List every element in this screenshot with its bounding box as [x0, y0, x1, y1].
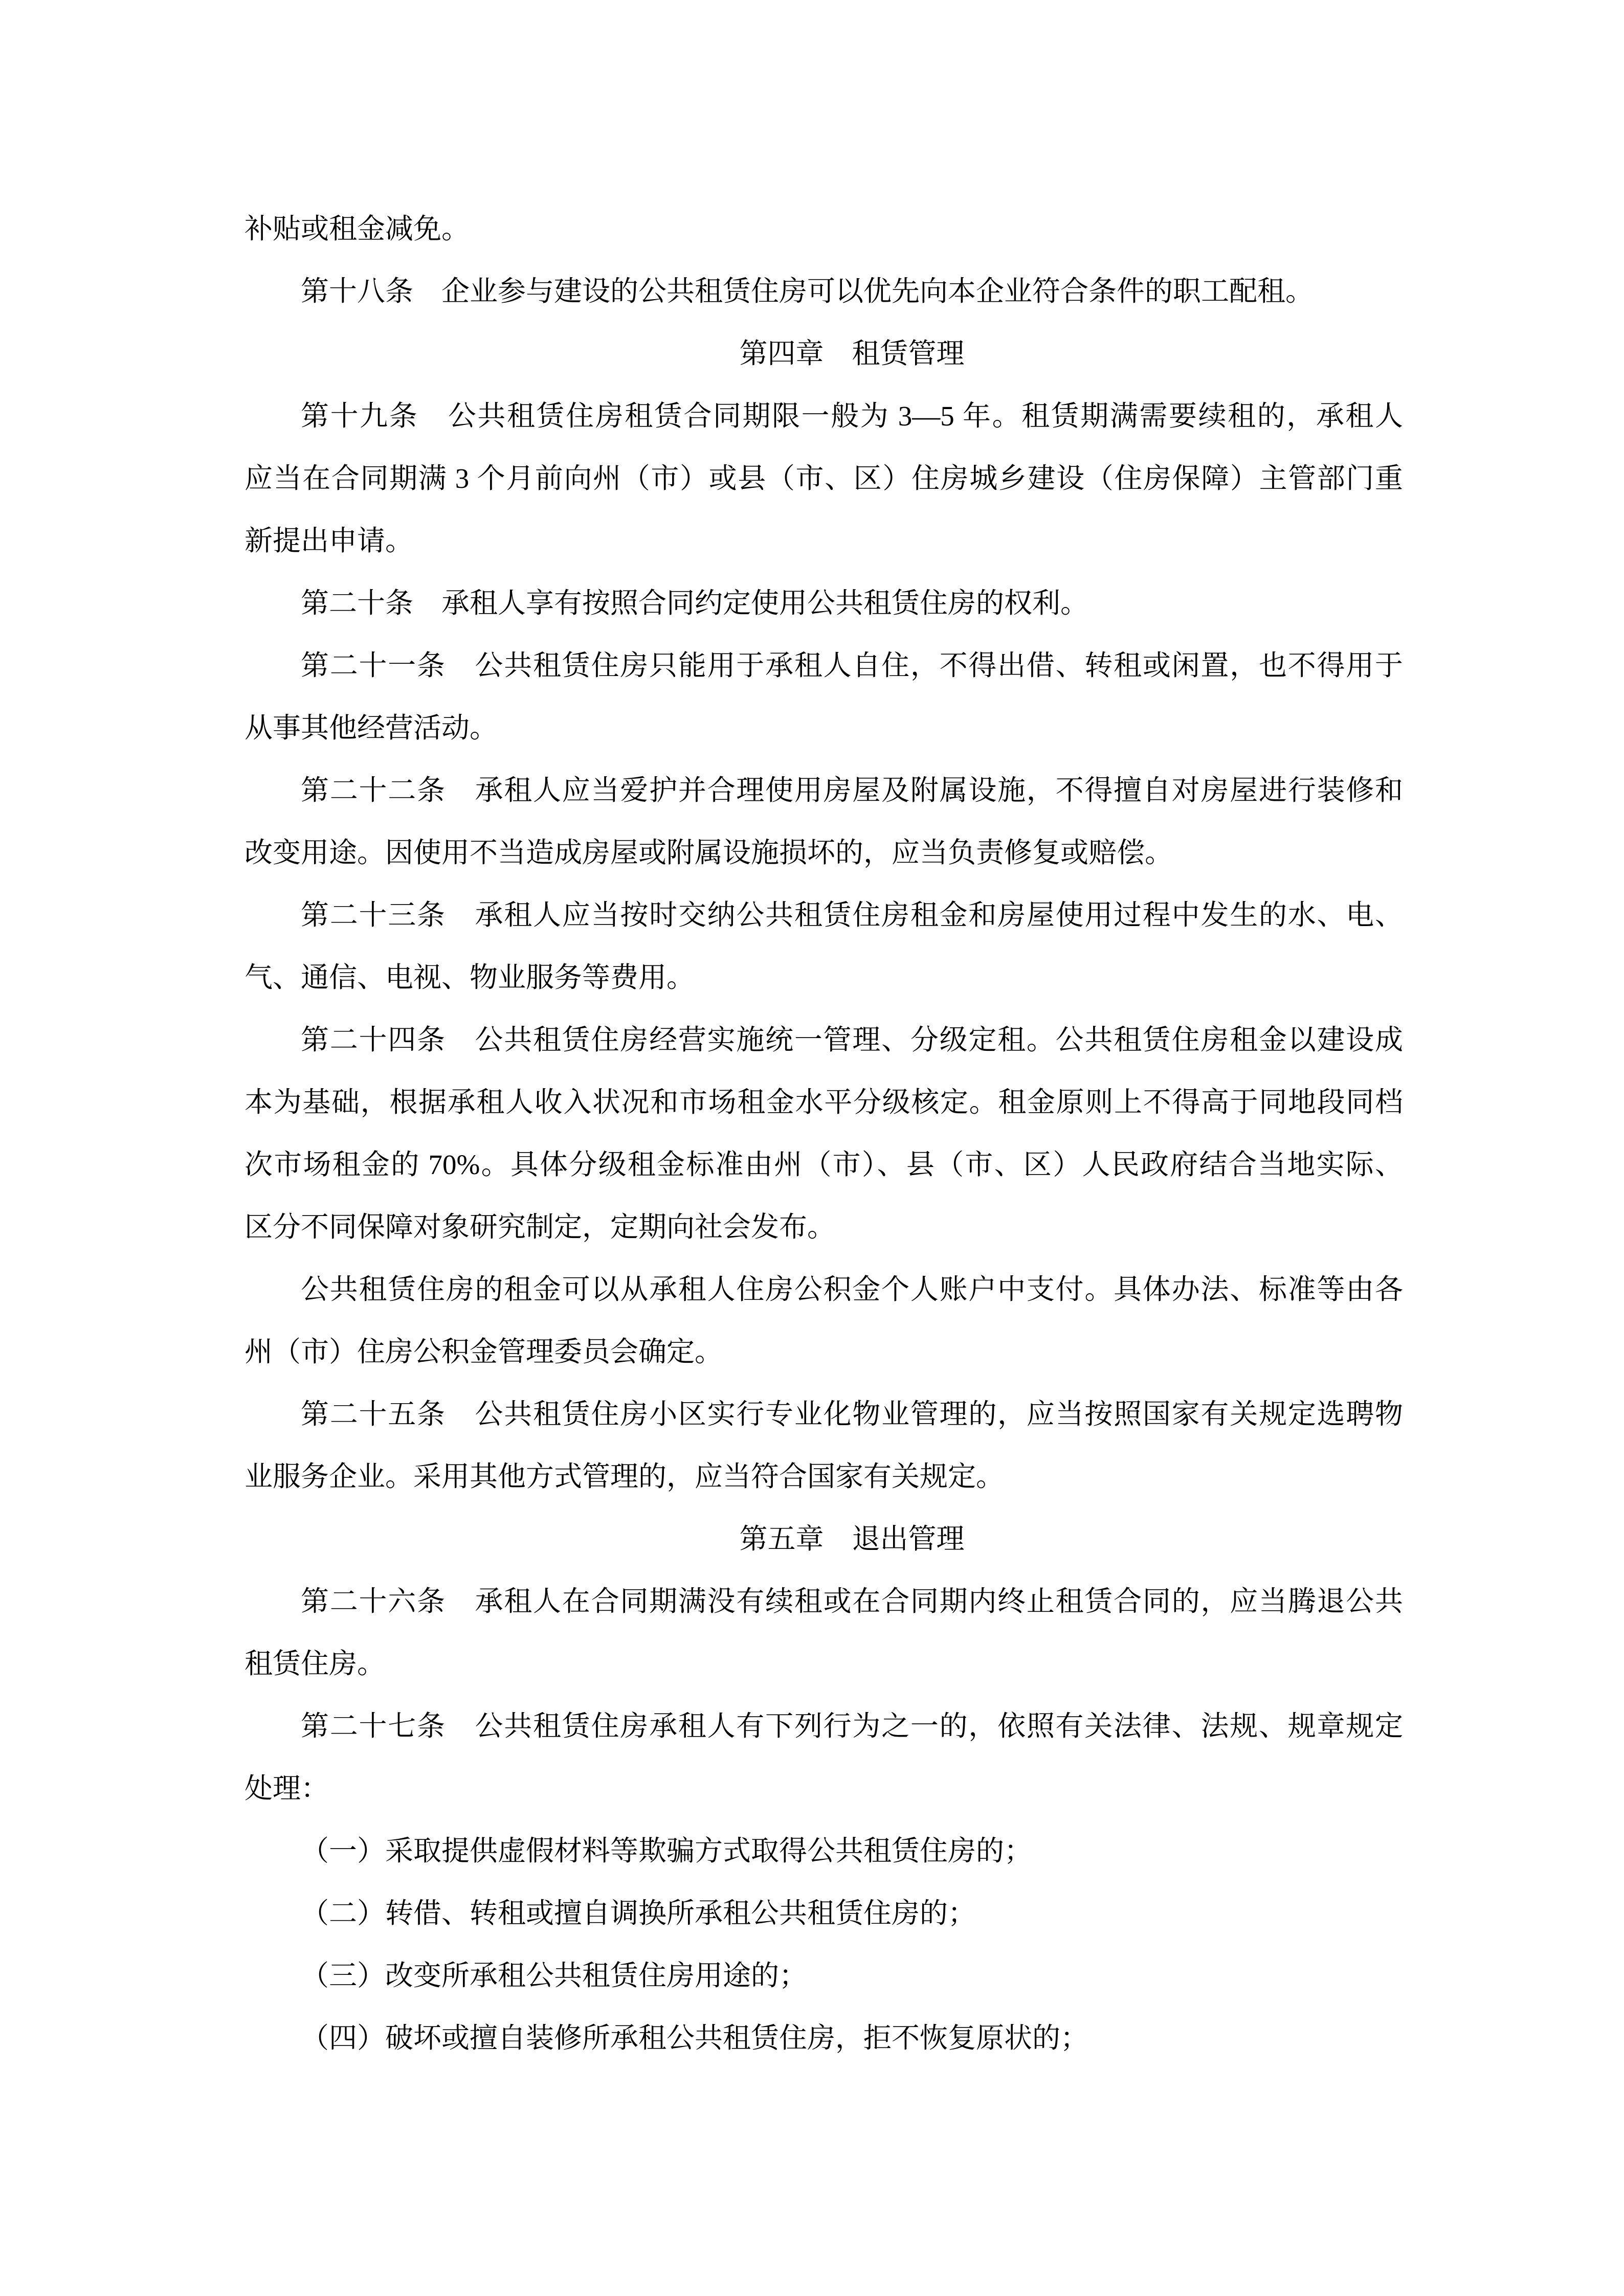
text-line: 第十八条 企业参与建设的公共租赁住房可以优先向本企业符合条件的职工配租。	[301, 276, 1314, 307]
text-line: 租赁住房。	[244, 1648, 386, 1679]
text-line: 第二十三条 承租人应当按时交纳公共租赁住房租金和房屋使用过程中发生的水、电、	[301, 899, 1403, 931]
text-line: 第二十一条 公共租赁住房只能用于承租人自住，不得出借、转租或闲置，也不得用于	[301, 650, 1403, 681]
text-line: （一）采取提供虚假材料等欺骗方式取得公共租赁住房的；	[301, 1835, 1033, 1866]
text-line: 第二十六条 承租人在合同期满没有续租或在合同期内终止租赁合同的，应当腾退公共	[301, 1586, 1403, 1617]
text-line: 应当在合同期满 3 个月前向州（市）或县（市、区）住房城乡建设（住房保障）主管部门重	[244, 463, 1403, 494]
text-line: 第二十五条 公共租赁住房小区实行专业化物业管理的，应当按照国家有关规定选聘物	[301, 1399, 1403, 1430]
text-line: 处理：	[244, 1773, 329, 1804]
text-line: 次市场租金的 70%。具体分级租金标准由州（市）、县（市、区）人民政府结合当地实际、	[244, 1149, 1403, 1180]
document-body	[244, 198, 1403, 2069]
text-line: （四）破坏或擅自装修所承租公共租赁住房，拒不恢复原状的；	[301, 2022, 1089, 2054]
text-line: 第二十条 承租人享有按照合同约定使用公共租赁住房的权利。	[301, 588, 1089, 619]
text-line: 业服务企业。采用其他方式管理的，应当符合国家有关规定。	[244, 1461, 1005, 1492]
text-line: 公共租赁住房的租金可以从承租人住房公积金个人账户中支付。具体办法、标准等由各	[301, 1274, 1403, 1305]
text-line: 补贴或租金减免。	[244, 213, 470, 244]
text-line: 第二十四条 公共租赁住房经营实施统一管理、分级定租。公共租赁住房租金以建设成	[301, 1024, 1403, 1055]
text-line: 第二十二条 承租人应当爱护并合理使用房屋及附属设施，不得擅自对房屋进行装修和	[301, 775, 1403, 806]
text-line: 区分不同保障对象研究制定，定期向社会发布。	[244, 1211, 836, 1243]
text-line: 气、通信、电视、物业服务等费用。	[244, 962, 695, 993]
text-line: 第二十七条 公共租赁住房承租人有下列行为之一的，依照有关法律、法规、规章规定	[301, 1710, 1403, 1742]
text-line: （三）改变所承租公共租赁住房用途的；	[301, 1960, 808, 1991]
text-line: 第十九条 公共租赁住房租赁合同期限一般为 3—5 年。租赁期满需要续租的，承租人	[301, 400, 1403, 432]
text-line: 新提出申请。	[244, 525, 414, 556]
text-line: 从事其他经营活动。	[244, 712, 498, 744]
text-line: 州（市）住房公积金管理委员会确定。	[244, 1336, 723, 1367]
chapter-heading: 第四章 租赁管理	[739, 338, 965, 369]
text-line: （二）转借、转租或擅自调换所承租公共租赁住房的；	[301, 1898, 976, 1929]
chapter-heading: 第五章 退出管理	[739, 1523, 965, 1555]
text-line: 改变用途。因使用不当造成房屋或附属设施损坏的，应当负责修复或赔偿。	[244, 837, 1173, 868]
text-line: 本为基础，根据承租人收入状况和市场租金水平分级核定。租金原则上不得高于同地段同档	[244, 1087, 1403, 1118]
